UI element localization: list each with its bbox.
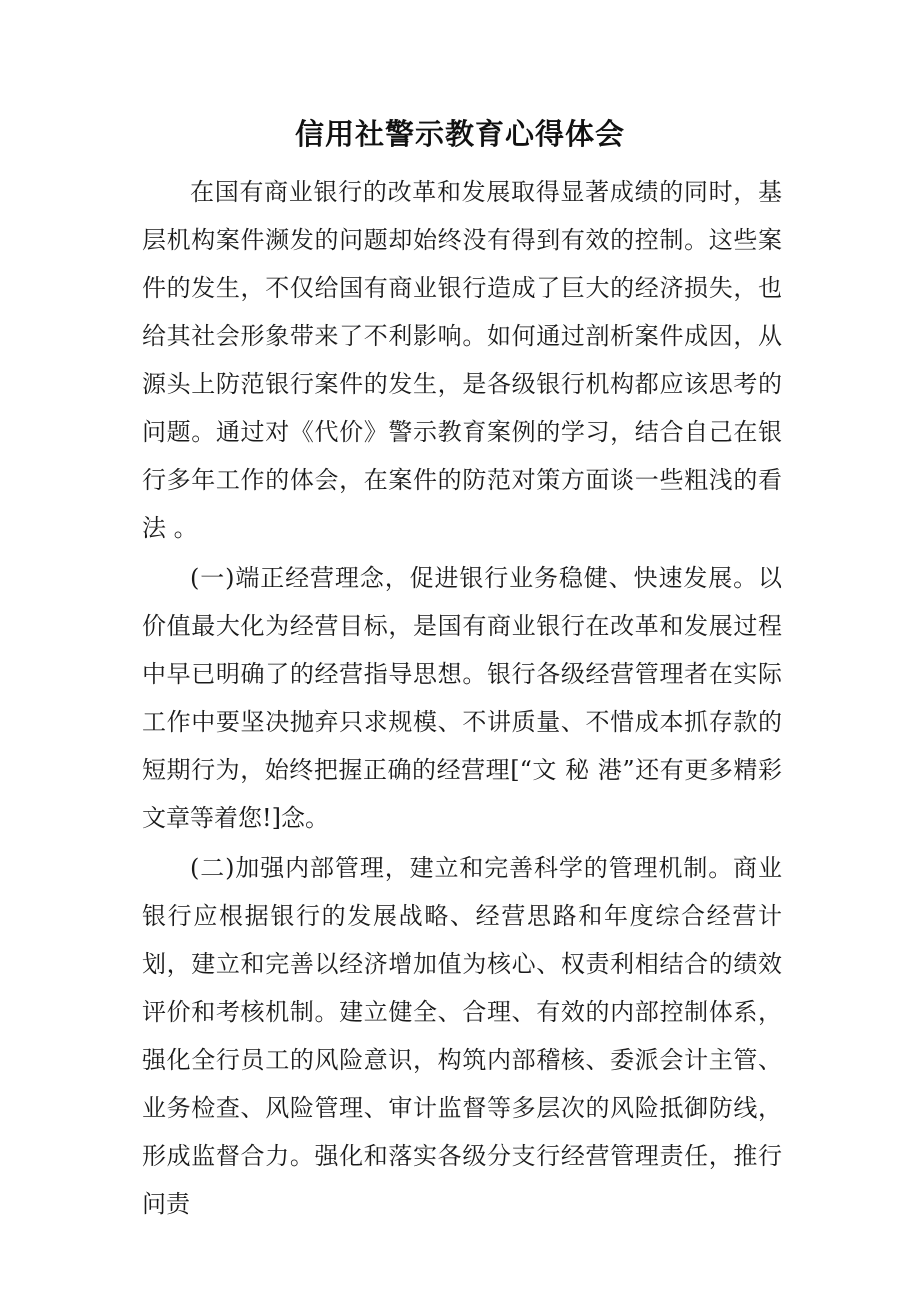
- paragraph-intro: 在国有商业银行的改革和发展取得显著成绩的同时，基层机构案件濒发的问题却始终没有得到有效的控制。这些案件的发生，不仅给国有商业银行造成了巨大的经济损失，也给其社会形象带来了不利影响。如何通过剖析案件成因，从源头上防范银行案件的发生，是各级银行机构都应该思考的问题。通过对《代价》警示教育案例的学习，结合自己在银行多年工作的体会，在案件的防范对策方面谈一些粗浅的看法 。: [142, 178, 782, 542]
- document-title: 信用社警示教育心得体会: [294, 117, 625, 151]
- paragraph-section-1: (一)端正经营理念，促进银行业务稳健、快速发展。以价值最大化为经营目标，是国有商业银行在改革和发展过程中早已明确了的经营指导思想。银行各级经营管理者在实际工作中要坚决抛弃只求规模、不讲质量、不惜成本抓存款的短期行为，始终把握正确的经营理[“文 秘 港”还有更多精彩文章等着您!]念。: [142, 564, 782, 832]
- paragraph-section-2: (二)加强内部管理，建立和完善科学的管理机制。商业银行应根据银行的发展战略、经营思路和年度综合经营计划，建立和完善以经济增加值为核心、权责利相结合的绩效评价和考核机制。建立健全、合理、有效的内部控制体系，强化全行员工的风险意识，构筑内部稽核、委派会计主管、业务检查、风险管理、审计监督等多层次的风险抵御防线，形成监督合力。强化和落实各级分支行经营管理责任，推行问责: [142, 854, 782, 1218]
- document-body: [142, 168, 782, 1230]
